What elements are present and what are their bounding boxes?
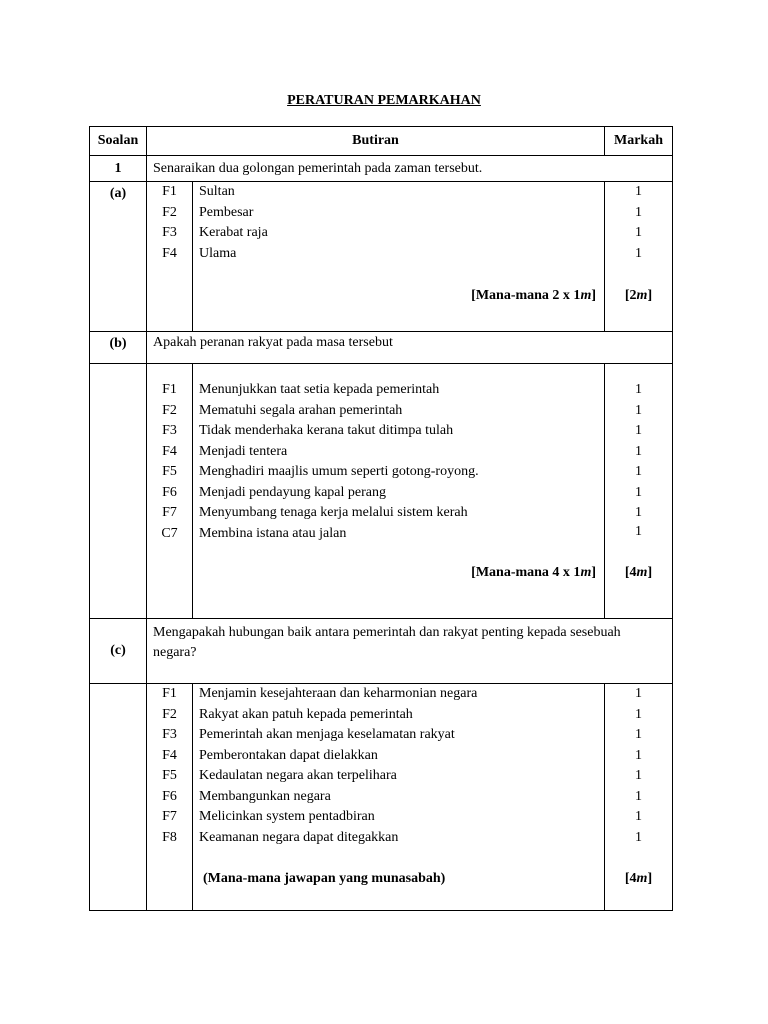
answer-code: F4 (162, 443, 177, 459)
answer-mark: 1 (635, 464, 642, 479)
marking-scheme-table (89, 126, 673, 911)
part-a-codes (147, 182, 193, 332)
answer-text: Menjadi tentera (199, 443, 288, 459)
question-number: 1 (90, 156, 147, 182)
answer-code: F2 (162, 204, 177, 220)
part-a-total: [2m] (624, 288, 653, 303)
answer-text: Kerabat raja (199, 225, 268, 240)
page-title: PERATURAN PEMARKAHAN (287, 93, 481, 108)
answer-code: F2 (162, 402, 177, 418)
answer-text: Rakyat akan patuh kepada pemerintah (199, 706, 413, 722)
header-markah: Markah (605, 127, 673, 156)
answer-code: F1 (162, 686, 177, 701)
part-c-question: Mengapakah hubungan baik antara pemerintah dan rakyat penting kepada sesebuah negara? (147, 619, 673, 684)
answer-text: Membina istana atau jalan (199, 525, 347, 541)
answer-mark: 1 (635, 829, 642, 845)
part-a-summary: [Mana-mana 2 x 1m] (471, 288, 596, 303)
answer-text: Pembesar (199, 204, 254, 220)
part-b-codes (147, 364, 193, 619)
question-1-row (90, 156, 673, 182)
part-b-total: [4m] (624, 564, 653, 580)
answer-code: C7 (161, 525, 178, 541)
answer-code: F8 (162, 829, 177, 845)
answer-code: F3 (162, 727, 177, 742)
answer-mark: 1 (635, 443, 642, 459)
answer-mark: 1 (635, 505, 642, 520)
answer-text: Tidak menderhaka kerana takut ditimpa tulah (199, 423, 454, 438)
answer-mark: 1 (635, 402, 642, 418)
header-butiran: Butiran (147, 127, 605, 156)
answer-mark: 1 (635, 747, 642, 763)
part-c-empty-cell (90, 684, 147, 911)
answer-text: Pemberontakan dapat dielakkan (199, 747, 378, 763)
answer-mark: 1 (635, 423, 642, 438)
answer-text: Menghadiri maajlis umum seperti gotong-royong. (199, 464, 479, 479)
answer-mark: 1 (635, 204, 642, 220)
answer-code: F2 (162, 706, 177, 722)
part-c-total: [4m] (624, 871, 653, 886)
answer-text: Pemerintah akan menjaga keselamatan rakyat (199, 727, 455, 742)
part-a-marks (605, 182, 673, 332)
part-b-label: (b) (90, 332, 147, 364)
answer-text: Kedaulatan negara akan terpelihara (199, 768, 397, 783)
part-c-answers (90, 684, 673, 911)
answer-mark: 1 (635, 727, 642, 742)
answer-text: Membangunkan negara (199, 788, 331, 804)
part-b-marks (605, 364, 673, 619)
part-c-question-row (90, 619, 673, 684)
answer-mark: 1 (635, 788, 642, 804)
answer-mark: 1 (635, 184, 642, 199)
answer-text: Menunjukkan taat setia kepada pemerintah (199, 382, 440, 397)
answer-mark: 1 (635, 382, 642, 397)
part-c-codes (147, 684, 193, 911)
part-c-answers-text (193, 684, 605, 911)
header-soalan: Soalan (90, 127, 147, 156)
answer-text: Menyumbang tenaga kerja melalui sistem kerah (199, 505, 468, 520)
part-b-summary: [Mana-mana 4 x 1m] (471, 565, 596, 580)
part-c-label: (c) (90, 619, 147, 684)
answer-mark: 1 (635, 484, 642, 500)
answer-code: F4 (162, 245, 177, 261)
answer-code: F4 (162, 747, 177, 763)
part-c-marks (605, 684, 673, 911)
answer-mark: 1 (635, 225, 642, 240)
answer-code: F5 (162, 464, 177, 479)
part-b-answers (90, 364, 673, 619)
part-b-answers-text (193, 364, 605, 619)
answer-mark: 1 (635, 706, 642, 722)
answer-mark: 1 (635, 686, 642, 701)
part-c-summary: (Mana-mana jawapan yang munasabah) (203, 871, 446, 886)
part-a-label: (a) (90, 182, 147, 332)
answer-text: Menjadi pendayung kapal perang (199, 484, 386, 500)
answer-code: F3 (162, 225, 177, 240)
part-b-question-row (90, 332, 673, 364)
answer-code: F1 (162, 382, 177, 397)
part-b-question: Apakah peranan rakyat pada masa tersebut (147, 332, 673, 364)
answer-code: F1 (162, 184, 177, 199)
part-a-answers-text (193, 182, 605, 332)
answer-code: F5 (162, 768, 177, 783)
answer-text: Melicinkan system pentadbiran (199, 809, 375, 824)
answer-mark: 1 (635, 768, 642, 783)
answer-code: F3 (162, 423, 177, 438)
answer-text: Ulama (199, 245, 237, 261)
answer-mark: 1 (635, 523, 642, 539)
answer-code: F7 (162, 809, 177, 824)
answer-code: F6 (162, 484, 177, 500)
answer-mark: 1 (635, 245, 642, 261)
answer-text: Keamanan negara dapat ditegakkan (199, 829, 399, 845)
answer-code: F6 (162, 788, 177, 804)
part-a-answers (90, 182, 673, 332)
answer-text: Sultan (199, 184, 235, 199)
answer-mark: 1 (635, 809, 642, 824)
answer-code: F7 (162, 505, 177, 520)
question-1-text: Senaraikan dua golongan pemerintah pada zaman tersebut. (147, 156, 673, 182)
answer-text: Mematuhi segala arahan pemerintah (199, 402, 403, 418)
header-row (90, 127, 673, 156)
answer-text: Menjamin kesejahteraan dan keharmonian negara (199, 686, 478, 701)
part-b-empty-cell (90, 364, 147, 619)
